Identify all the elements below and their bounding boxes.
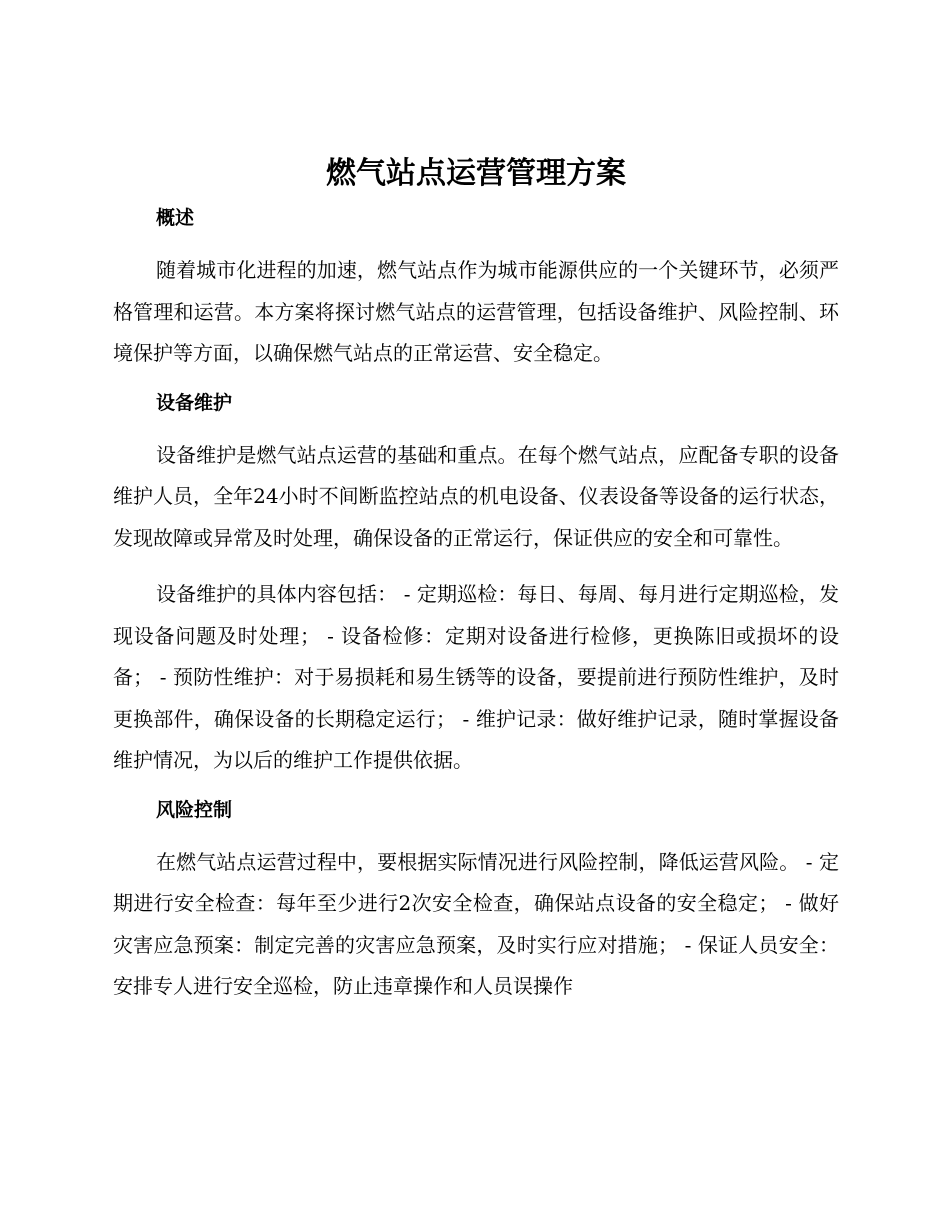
paragraph-overview: 随着城市化进程的加速，燃气站点作为城市能源供应的一个关键环节，必须严格管理和运营。本方案将探讨燃气站点的运营管理，包括设备维护、风险控制、环境保护等方面，以确保燃气站点的正常运营、安全稳定。 — [113, 258, 839, 365]
document-page — [113, 152, 839, 1008]
section-heading-overview: 概述 — [156, 207, 195, 229]
spacer — [113, 375, 839, 389]
section-heading-equipment-maintenance: 设备维护 — [156, 391, 233, 414]
paragraph-equipment-maintenance-intro: 设备维护是燃气站点运营的基础和重点。在每个燃气站点，应配备专职的设备维护人员，全年24小时不间断监控站点的机电设备、仪表设备等设备的运行状态，发现故障或异常及时处理，确保设备的正常运行，保证供应的安全和可靠性。 — [113, 442, 839, 550]
paragraph-risk-control: 在燃气站点运营过程中，要根据实际情况进行风险控制，降低运营风险。 - 定期进行安全检查：每年至少进行2次安全检查，确保站点设备的安全稳定； - 做好灾害应急预案：制定完善的灾害应急预案，及时实行应对措施； - 保证人员安全：安排专人进行安全巡检，防止违章操作和人员误操作 — [113, 849, 839, 998]
page-title: 燃气站点运营管理方案 — [326, 156, 626, 191]
spacer — [113, 417, 839, 435]
spacer — [113, 824, 839, 842]
spacer — [113, 559, 839, 574]
spacer — [113, 782, 839, 796]
paragraph-equipment-maintenance-details: 设备维护的具体内容包括： - 定期巡检：每日、每周、每月进行定期巡检，发现设备问题及时处理； - 设备检修：定期对设备进行检修，更换陈旧或损坏的设备； - 预防性维护：对于易损耗和易生锈等的设备，要提前进行预防性维护，及时更换部件，确保设备的长期稳定运行； - 维护记录：做好维护记录，随时掌握设备维护情况，为以后的维护工作提供依据。 — [113, 582, 839, 772]
section-heading-risk-control: 风险控制 — [156, 798, 233, 821]
spacer — [113, 232, 839, 250]
spacer — [113, 196, 839, 204]
